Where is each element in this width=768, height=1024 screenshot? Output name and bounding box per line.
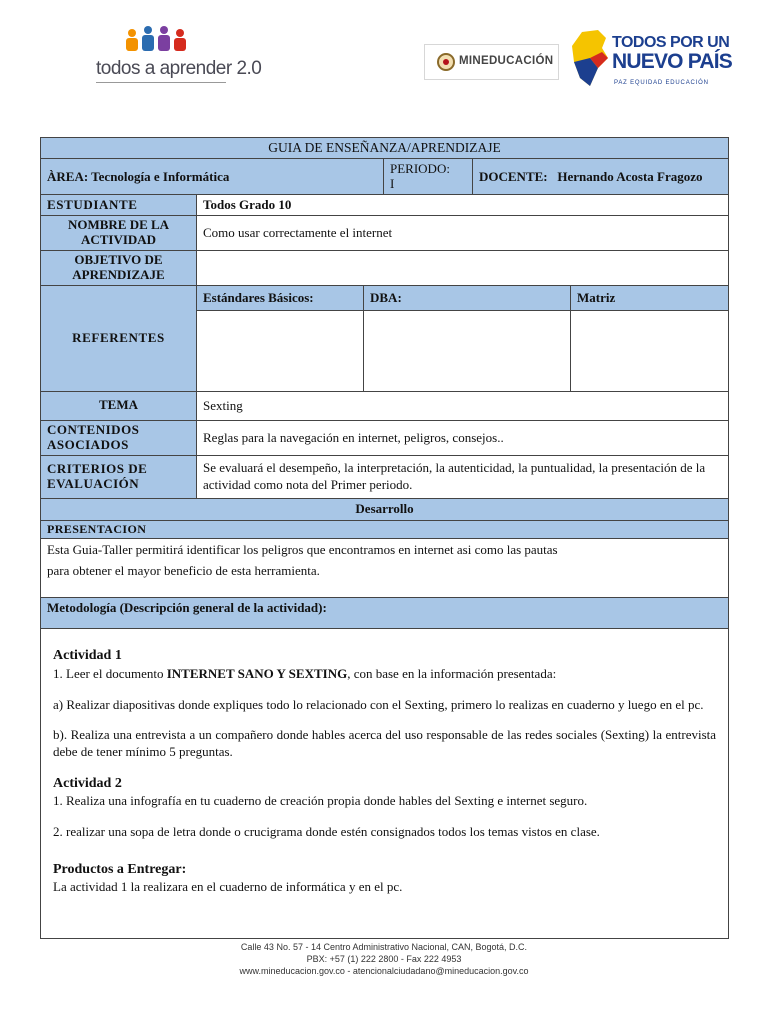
- logo-underline: [96, 82, 226, 85]
- actividad-2-item-1: 1. Realiza una infografía en tu cuaderno de creación propia donde hables del Sexting e internet seguro.: [53, 793, 588, 809]
- actividad-1-item-1: 1. Leer el documento INTERNET SANO Y SEXTING, con base en la información presentada:: [53, 665, 557, 681]
- mineducacion-logo: [424, 44, 559, 80]
- gov-slogan-line2: NUEVO PAÍS: [612, 50, 732, 73]
- desarrollo-header: Desarrollo: [41, 498, 729, 520]
- objetivo-label: OBJETIVO DE APRENDIZAJE: [41, 250, 197, 285]
- guide-title: GUIA DE ENSEÑANZA/APRENDIZAJE: [41, 138, 729, 159]
- area-field: ÀREA: Tecnología e Informática: [41, 159, 384, 195]
- estudiante-label: ESTUDIANTE: [41, 195, 197, 216]
- referentes-label: REFERENTES: [41, 285, 197, 391]
- seal-icon: [437, 53, 455, 71]
- periodo-value: I: [390, 175, 395, 191]
- periodo-field: [384, 159, 473, 195]
- todos-a-aprender-wordmark: todos a aprender 2.0: [96, 58, 262, 79]
- criterios-value: Se evaluará el desempeño, la interpretación, la autenticidad, la puntualidad, la presentación de la actividad como nota del Primer periodo.: [197, 455, 729, 498]
- figures-icon: [120, 24, 200, 58]
- todos-por-un-nuevo-pais-logo: [568, 26, 732, 98]
- todos-a-aprender-logo: [92, 24, 262, 92]
- productos-title: Productos a Entregar:: [53, 862, 187, 878]
- nombre-actividad-label: NOMBRE DE LA ACTIVIDAD: [41, 216, 197, 251]
- docente-field: DOCENTE: Hernando Acosta Fragozo: [473, 159, 729, 195]
- presentacion-line-1: Esta Guia-Taller permitirá identificar los peligros que encontramos en internet asi como las pautas: [47, 542, 558, 558]
- dba-cell: [364, 310, 571, 391]
- nombre-actividad-value: Como usar correctamente el internet: [197, 216, 729, 251]
- colombia-map-icon: [568, 28, 612, 90]
- teaching-guide-table: [40, 137, 729, 939]
- actividad-1-item-b: b). Realiza una entrevista a un compañero donde hables acerca del uso responsable de las redes sociales (Sexting) la entrevista debe de tener mínimo 5 preguntas.: [53, 727, 717, 760]
- metodologia-header: Metodología (Descripción general de la actividad):: [41, 598, 729, 629]
- footer-address: Calle 43 No. 57 - 14 Centro Administrativo Nacional, CAN, Bogotá, D.C.: [240, 942, 528, 952]
- footer-web: www.mineducacion.gov.co - atencionalciudadano@mineducacion.gov.co: [239, 966, 529, 977]
- mineducacion-text: MINEDUCACIÓN: [459, 55, 554, 67]
- actividad-2-item-2: 2. realizar una sopa de letra donde o crucigrama donde estén consignados todos los temas vistos en clase.: [53, 824, 600, 840]
- dba-label: DBA:: [364, 285, 571, 310]
- contenidos-label: CONTENIDOS ASOCIADOS: [41, 420, 197, 455]
- activities-block: [41, 629, 729, 939]
- page-header: [0, 0, 768, 120]
- productos-text: La actividad 1 la realizara en el cuaderno de informática y en el pc.: [53, 879, 403, 895]
- contenidos-value: Reglas para la navegación en internet, peligros, consejos..: [197, 420, 729, 455]
- gov-slogan-line1: TODOS POR UN: [612, 34, 730, 51]
- presentacion-header: PRESENTACION: [41, 520, 729, 539]
- tema-value: Sexting: [197, 391, 729, 420]
- periodo-label: PERIODO:: [390, 161, 450, 177]
- footer-phone: PBX: +57 (1) 222 2800 - Fax 222 4953: [306, 954, 462, 965]
- estudiante-value: Todos Grado 10: [197, 195, 729, 216]
- estandares-label: Estándares Básicos:: [197, 285, 364, 310]
- actividad-2-title: Actividad 2: [53, 776, 122, 792]
- matriz-label: Matriz: [571, 285, 729, 310]
- criterios-label: CRITERIOS DE EVALUACIÓN: [41, 455, 197, 498]
- presentacion-line-2: para obtener el mayor beneficio de esta herramienta.: [47, 563, 320, 579]
- page-footer: [0, 941, 768, 977]
- presentacion-text: [41, 539, 729, 598]
- estandares-cell: [197, 310, 364, 391]
- matriz-cell: [571, 310, 729, 391]
- tema-label: TEMA: [41, 391, 197, 420]
- actividad-1-item-a: a) Realizar diapositivas donde expliques todo lo relacionado con el Sexting, primero lo realizas en cuaderno y luego en el pc.: [53, 696, 704, 712]
- objetivo-value: [197, 250, 729, 285]
- actividad-1-title: Actividad 1: [53, 648, 122, 664]
- gov-slogan-line3: PAZ EQUIDAD EDUCACIÓN: [614, 80, 709, 86]
